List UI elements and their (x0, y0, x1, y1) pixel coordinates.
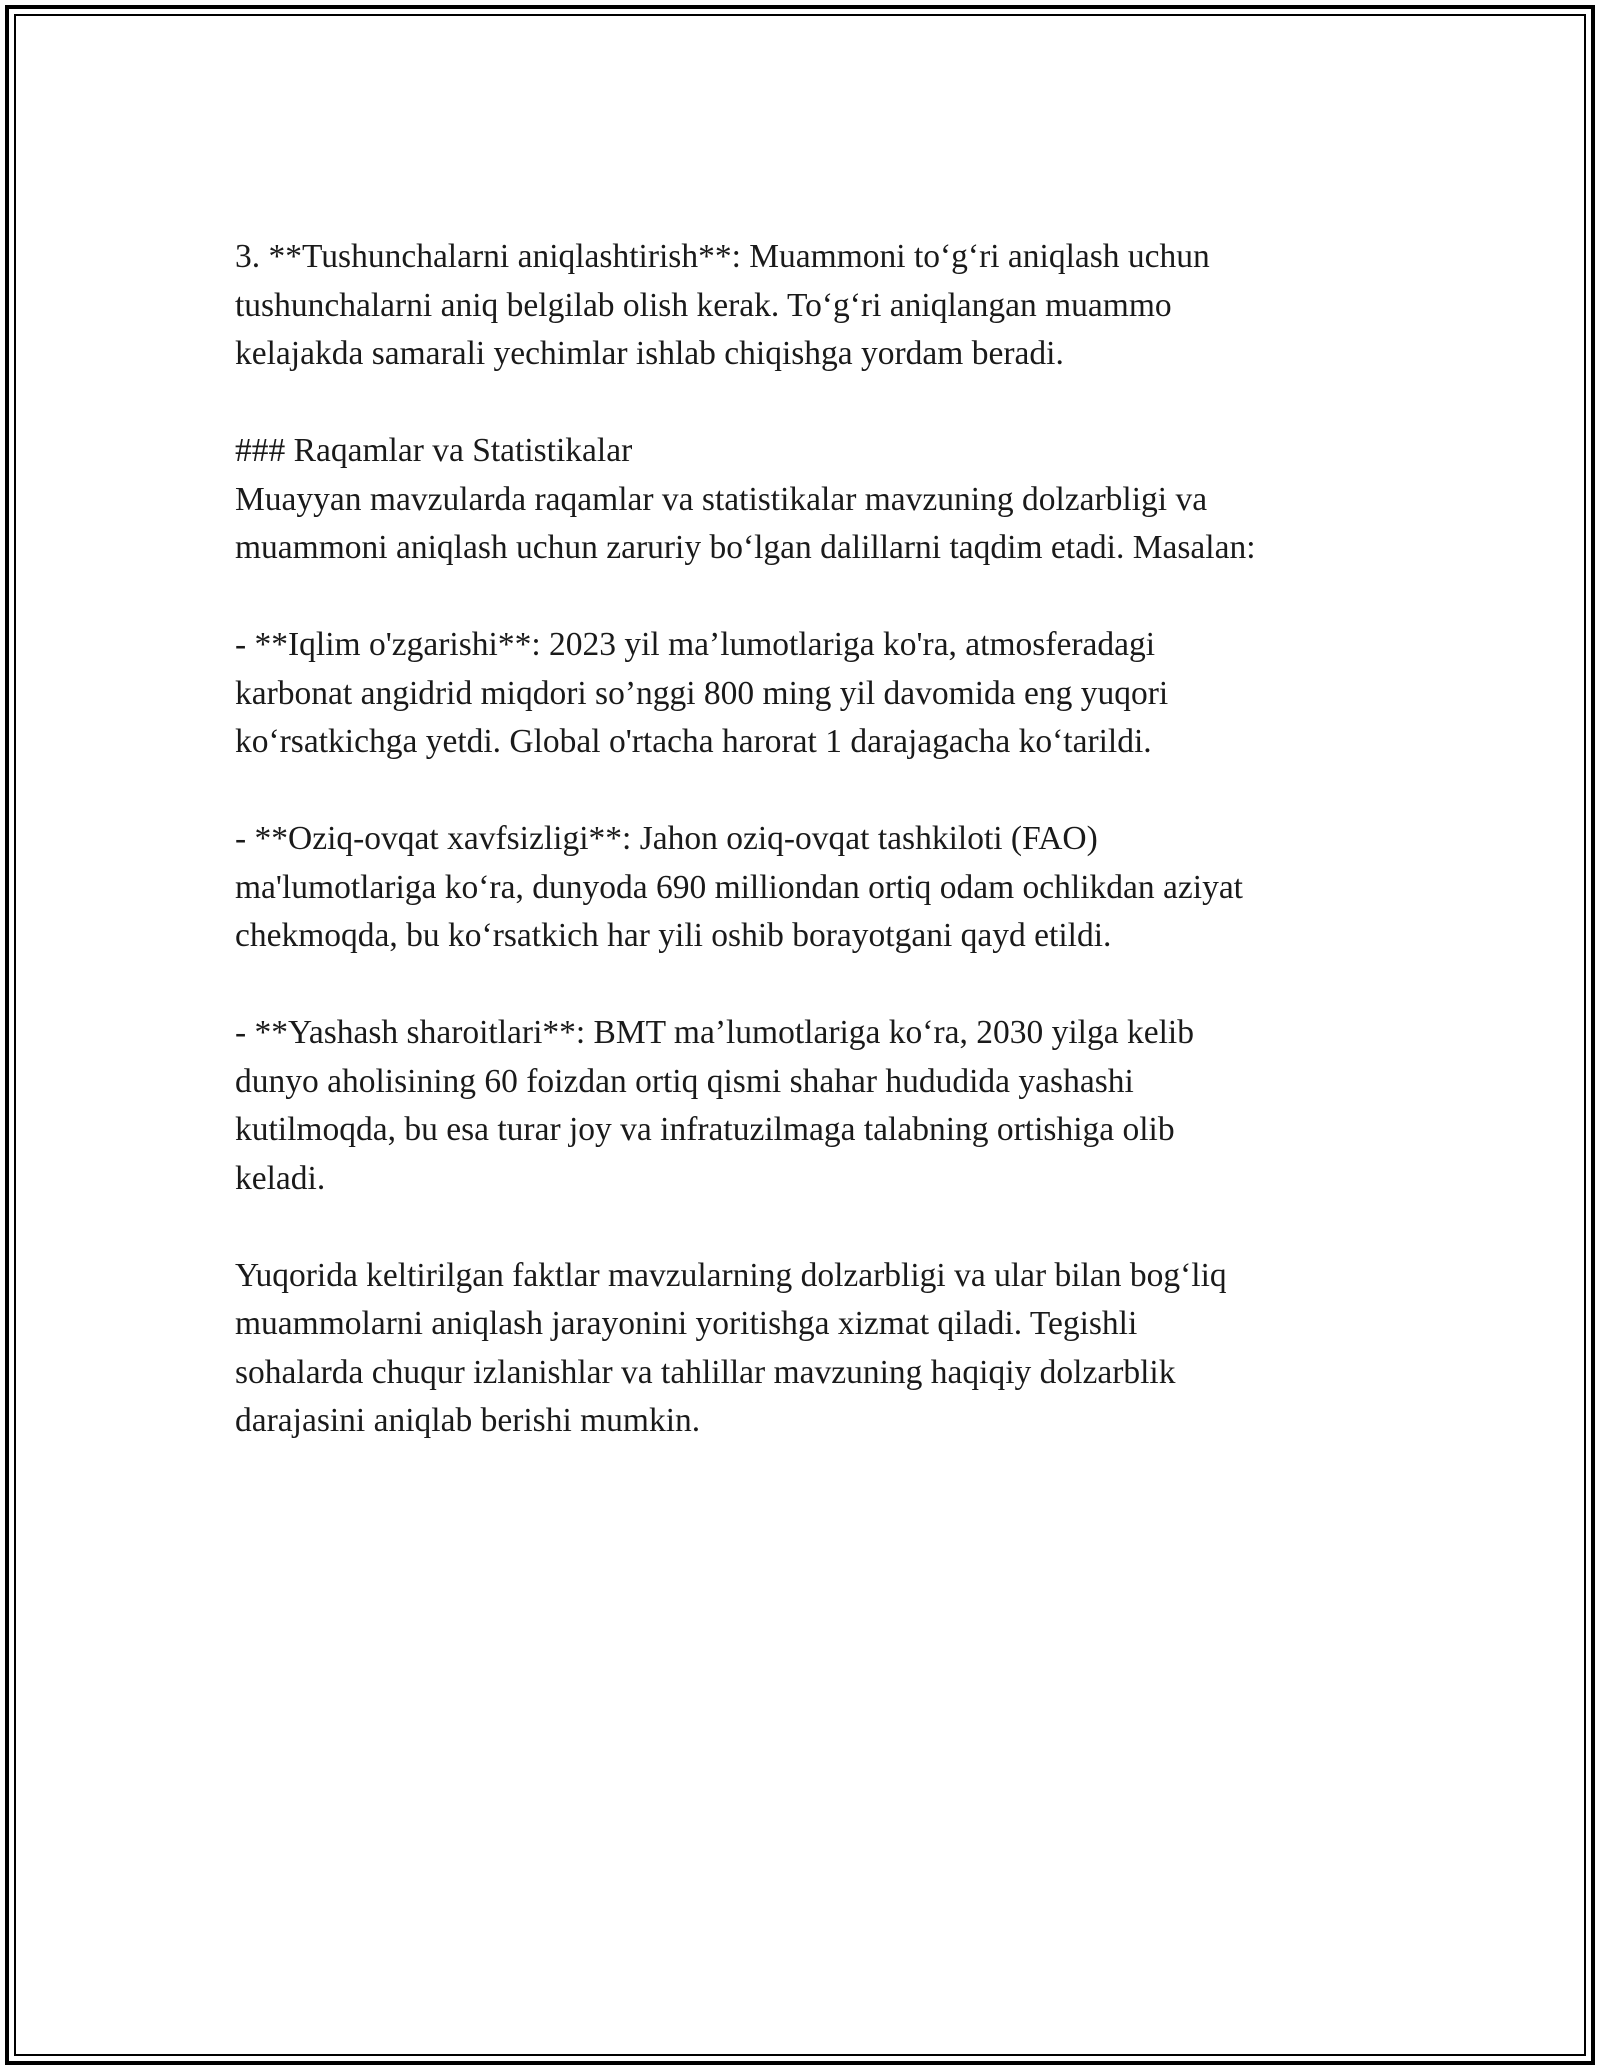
text-line: chekmoqda, bu ko‘rsatkich har yili oshib borayotgani qayd etildi. (235, 917, 1112, 954)
text-line: ko‘rsatkichga yetdi. Global o'rtacha harorat 1 darajagacha ko‘tarildi. (235, 723, 1152, 760)
paragraph-tushunchalar (235, 233, 1395, 379)
section-heading (235, 427, 1395, 476)
text-line: - **Iqlim o'zgarishi**: 2023 yil ma’lumotlariga ko'ra, atmosferadagi (235, 626, 1156, 663)
text-line: karbonat angidrid miqdori so’nggi 800 ming yil davomida eng yuqori (235, 674, 1169, 712)
paragraph-intro (235, 476, 1395, 573)
list-item-oziq-ovqat (235, 815, 1395, 961)
text-line: - **Yashash sharoitlari**: BMT ma’lumotlariga ko‘ra, 2030 yilga kelib (235, 1014, 1194, 1051)
text-line: 3. **Tushunchalarni aniqlashtirish**: Muammoni to‘g‘ri aniqlash uchun (235, 238, 1210, 275)
paragraph-conclusion (235, 1252, 1395, 1446)
text-line: dunyo aholisining 60 foizdan ortiq qismi shahar hududida yashashi (235, 1062, 1134, 1100)
text-line: kelajakda samarali yechimlar ishlab chiqishga yordam beradi. (235, 335, 1064, 372)
text-line: muammolarni aniqlash jarayonini yoritishga xizmat qiladi. Tegishli (235, 1305, 1138, 1342)
text-line: - **Oziq-ovqat xavfsizligi**: Jahon oziq-ovqat tashkiloti (FAO) (235, 820, 1098, 857)
list-item-yashash (235, 1009, 1395, 1203)
document-body (235, 233, 1395, 1446)
text-line: ma'lumotlariga ko‘ra, dunyoda 690 milliondan ortiq odam ochlikdan aziyat (235, 868, 1243, 906)
text-line: muammoni aniqlash uchun zaruriy bo‘lgan dalillarni taqdim etadi. Masalan: (235, 529, 1256, 566)
heading-text: ### Raqamlar va Statistikalar (235, 432, 633, 469)
list-item-iqlim (235, 621, 1395, 767)
text-line: tushunchalarni aniq belgilab olish kerak. To‘g‘ri aniqlangan muammo (235, 286, 1172, 324)
text-line: sohalarda chuqur izlanishlar va tahlillar mavzuning haqiqiy dolzarblik (235, 1353, 1176, 1391)
text-line: darajasini aniqlab berishi mumkin. (235, 1402, 701, 1439)
text-line: Muayyan mavzularda raqamlar va statistikalar mavzuning dolzarbligi va (235, 480, 1208, 518)
text-line: Yuqorida keltirilgan faktlar mavzularning dolzarbligi va ular bilan bog‘liq (235, 1256, 1227, 1294)
text-line: keladi. (235, 1159, 326, 1197)
text-line: kutilmoqda, bu esa turar joy va infratuzilmaga talabning ortishiga olib (235, 1111, 1175, 1148)
